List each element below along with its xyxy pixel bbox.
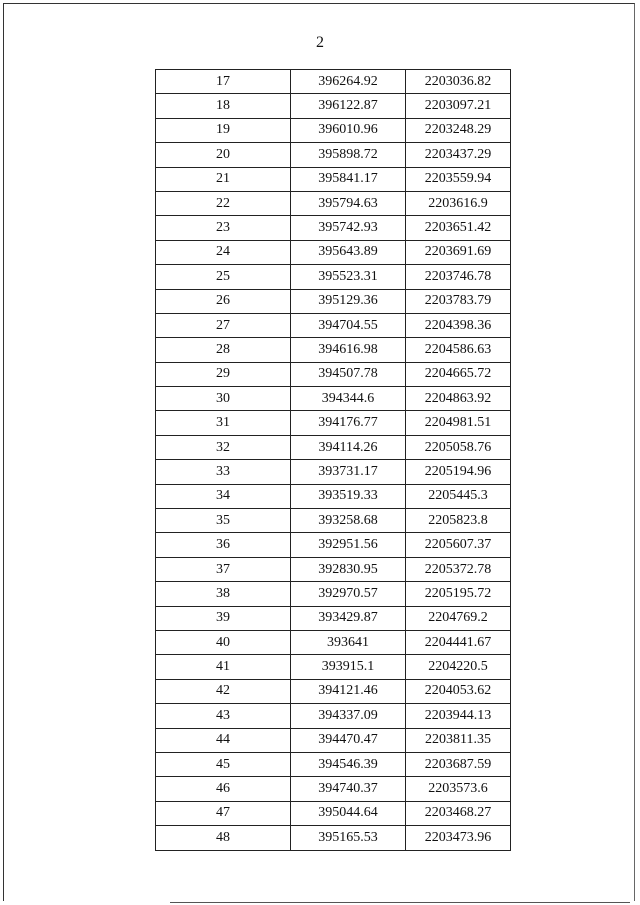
y-coordinate-cell: 2204398.36 [406, 313, 511, 337]
table-row [156, 362, 511, 386]
y-coordinate-cell: 2203687.59 [406, 752, 511, 776]
point-number-cell: 35 [156, 509, 291, 533]
x-coordinate-cell: 395523.31 [291, 265, 406, 289]
table-row [156, 289, 511, 313]
table-row [156, 216, 511, 240]
point-number-cell: 25 [156, 265, 291, 289]
x-coordinate-cell: 394114.26 [291, 435, 406, 459]
table-row [156, 752, 511, 776]
x-coordinate-cell: 395129.36 [291, 289, 406, 313]
table-row [156, 411, 511, 435]
coordinates-table [155, 69, 511, 851]
point-number-cell: 29 [156, 362, 291, 386]
x-coordinate-cell: 395643.89 [291, 240, 406, 264]
x-coordinate-cell: 393915.1 [291, 655, 406, 679]
y-coordinate-cell: 2203559.94 [406, 167, 511, 191]
point-number-cell: 18 [156, 94, 291, 118]
table-row [156, 167, 511, 191]
point-number-cell: 43 [156, 704, 291, 728]
table-row [156, 533, 511, 557]
point-number-cell: 41 [156, 655, 291, 679]
table-row [156, 435, 511, 459]
x-coordinate-cell: 393641 [291, 630, 406, 654]
table-row [156, 801, 511, 825]
point-number-cell: 21 [156, 167, 291, 191]
y-coordinate-cell: 2205445.3 [406, 484, 511, 508]
y-coordinate-cell: 2205607.37 [406, 533, 511, 557]
table-row [156, 679, 511, 703]
y-coordinate-cell: 2205372.78 [406, 557, 511, 581]
x-coordinate-cell: 392970.57 [291, 582, 406, 606]
y-coordinate-cell: 2205058.76 [406, 435, 511, 459]
table-row [156, 777, 511, 801]
x-coordinate-cell: 395898.72 [291, 143, 406, 167]
point-number-cell: 36 [156, 533, 291, 557]
y-coordinate-cell: 2203468.27 [406, 801, 511, 825]
point-number-cell: 48 [156, 826, 291, 850]
table-row [156, 460, 511, 484]
y-coordinate-cell: 2204053.62 [406, 679, 511, 703]
x-coordinate-cell: 395841.17 [291, 167, 406, 191]
x-coordinate-cell: 393731.17 [291, 460, 406, 484]
x-coordinate-cell: 393519.33 [291, 484, 406, 508]
table-row [156, 240, 511, 264]
x-coordinate-cell: 394470.47 [291, 728, 406, 752]
point-number-cell: 17 [156, 70, 291, 94]
table-row [156, 655, 511, 679]
table-row [156, 387, 511, 411]
table-row [156, 509, 511, 533]
y-coordinate-cell: 2204981.51 [406, 411, 511, 435]
y-coordinate-cell: 2203746.78 [406, 265, 511, 289]
point-number-cell: 46 [156, 777, 291, 801]
point-number-cell: 39 [156, 606, 291, 630]
x-coordinate-cell: 396010.96 [291, 118, 406, 142]
point-number-cell: 28 [156, 338, 291, 362]
y-coordinate-cell: 2205194.96 [406, 460, 511, 484]
y-coordinate-cell: 2203691.69 [406, 240, 511, 264]
x-coordinate-cell: 393429.87 [291, 606, 406, 630]
x-coordinate-cell: 394740.37 [291, 777, 406, 801]
table-row [156, 94, 511, 118]
point-number-cell: 34 [156, 484, 291, 508]
table-row [156, 70, 511, 94]
point-number-cell: 45 [156, 752, 291, 776]
point-number-cell: 42 [156, 679, 291, 703]
point-number-cell: 37 [156, 557, 291, 581]
point-number-cell: 47 [156, 801, 291, 825]
x-coordinate-cell: 394507.78 [291, 362, 406, 386]
table-row [156, 630, 511, 654]
y-coordinate-cell: 2203616.9 [406, 191, 511, 215]
x-coordinate-cell: 394176.77 [291, 411, 406, 435]
x-coordinate-cell: 395794.63 [291, 191, 406, 215]
x-coordinate-cell: 396264.92 [291, 70, 406, 94]
point-number-cell: 32 [156, 435, 291, 459]
table-row [156, 338, 511, 362]
point-number-cell: 31 [156, 411, 291, 435]
y-coordinate-cell: 2204665.72 [406, 362, 511, 386]
y-coordinate-cell: 2204441.67 [406, 630, 511, 654]
point-number-cell: 38 [156, 582, 291, 606]
point-number-cell: 27 [156, 313, 291, 337]
x-coordinate-cell: 394121.46 [291, 679, 406, 703]
x-coordinate-cell: 393258.68 [291, 509, 406, 533]
table-row [156, 191, 511, 215]
table-row [156, 265, 511, 289]
y-coordinate-cell: 2203036.82 [406, 70, 511, 94]
y-coordinate-cell: 2203811.35 [406, 728, 511, 752]
point-number-cell: 26 [156, 289, 291, 313]
point-number-cell: 20 [156, 143, 291, 167]
point-number-cell: 30 [156, 387, 291, 411]
table-row [156, 606, 511, 630]
table-row [156, 557, 511, 581]
x-coordinate-cell: 394616.98 [291, 338, 406, 362]
y-coordinate-cell: 2203473.96 [406, 826, 511, 850]
table-row [156, 582, 511, 606]
table-row [156, 143, 511, 167]
y-coordinate-cell: 2205195.72 [406, 582, 511, 606]
x-coordinate-cell: 395044.64 [291, 801, 406, 825]
y-coordinate-cell: 2204769.2 [406, 606, 511, 630]
table-row [156, 313, 511, 337]
y-coordinate-cell: 2203944.13 [406, 704, 511, 728]
x-coordinate-cell: 392830.95 [291, 557, 406, 581]
page-number: 2 [316, 34, 324, 51]
x-coordinate-cell: 395742.93 [291, 216, 406, 240]
y-coordinate-cell: 2203097.21 [406, 94, 511, 118]
point-number-cell: 23 [156, 216, 291, 240]
point-number-cell: 33 [156, 460, 291, 484]
table-row [156, 704, 511, 728]
y-coordinate-cell: 2204220.5 [406, 655, 511, 679]
x-coordinate-cell: 395165.53 [291, 826, 406, 850]
x-coordinate-cell: 394344.6 [291, 387, 406, 411]
point-number-cell: 44 [156, 728, 291, 752]
x-coordinate-cell: 394704.55 [291, 313, 406, 337]
x-coordinate-cell: 394337.09 [291, 704, 406, 728]
y-coordinate-cell: 2203248.29 [406, 118, 511, 142]
table-row [156, 484, 511, 508]
point-number-cell: 19 [156, 118, 291, 142]
page-bottom-rule [170, 902, 630, 903]
x-coordinate-cell: 392951.56 [291, 533, 406, 557]
point-number-cell: 40 [156, 630, 291, 654]
x-coordinate-cell: 396122.87 [291, 94, 406, 118]
y-coordinate-cell: 2203783.79 [406, 289, 511, 313]
y-coordinate-cell: 2203573.6 [406, 777, 511, 801]
point-number-cell: 22 [156, 191, 291, 215]
coordinates-table-body [156, 70, 511, 851]
y-coordinate-cell: 2204863.92 [406, 387, 511, 411]
x-coordinate-cell: 394546.39 [291, 752, 406, 776]
table-row [156, 826, 511, 850]
table-row [156, 728, 511, 752]
table-row [156, 118, 511, 142]
y-coordinate-cell: 2203651.42 [406, 216, 511, 240]
point-number-cell: 24 [156, 240, 291, 264]
y-coordinate-cell: 2203437.29 [406, 143, 511, 167]
y-coordinate-cell: 2205823.8 [406, 509, 511, 533]
y-coordinate-cell: 2204586.63 [406, 338, 511, 362]
